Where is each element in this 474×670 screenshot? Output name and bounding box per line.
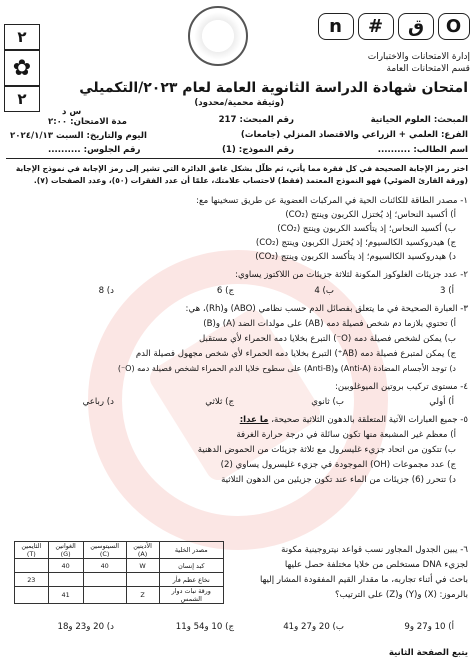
q1-option-a[interactable]: أ) أكسيد النحاس؛ إذ يُختزل الكربون وينتج (CO₂): [285, 210, 456, 220]
q1-option-b[interactable]: ب) أكسيد النحاس؛ إذ يتأكسد الكربون وينتج (CO₂): [277, 224, 456, 234]
q2-option-b[interactable]: ب) 4: [314, 286, 334, 296]
table-cell: 40: [48, 559, 83, 573]
q6-option-c[interactable]: ج) 10 و54 و11: [175, 622, 234, 632]
q2-option-c[interactable]: ج) 6: [216, 286, 234, 296]
q5-option-d[interactable]: د) تتحرر (6) جزيئات من الماء عند تكون جزيئين من الدهون الثلاثية: [221, 475, 456, 485]
q4-option-c[interactable]: ج) ثلاثي: [205, 397, 234, 407]
q5-option-b[interactable]: ب) تتكون من اتحاد جزيء غليسرول مع ثلاثة جزيئات من الحموض الدهنية: [197, 445, 456, 455]
table-cell: نخاع عظم فأر: [159, 573, 223, 587]
exam-title: امتحان شهادة الدراسة الثانوية العامة لعام ٢٠٢٣/التكميلي: [79, 80, 468, 96]
instructions-line2: (ورقة القارئ الضوئي) فهو النموذج المعتمد (فقط) لاحتساب علامتك، علمًا أن عدد الفقرات (٥٠)، وعدد الصفحات (٧).: [33, 176, 468, 185]
q4-option-a[interactable]: أ) أولي: [429, 397, 454, 407]
seal-icon: ✿: [4, 50, 40, 86]
q4-option-d[interactable]: د) رباعي: [82, 397, 114, 407]
q3-stem: ٣- العبارة الصحيحة في ما يتعلق بفصائل الدم حسب نظامي (ABO) و(Rh)، هي:: [185, 304, 468, 314]
table-cell: [126, 573, 159, 587]
watermark-logo: [145, 305, 324, 484]
table-cell: 23: [15, 573, 49, 587]
table-header-row: [15, 542, 224, 559]
header-divider: [6, 158, 468, 159]
instructions-line1: اختر رمز الإجابة الصحيحة في كل فقرة مما يأتي، ثم ظلّل بشكل غامق الدائرة التي تشير إلى رمز الإجابة في نموذج الإجابة: [15, 164, 468, 173]
code-box-4: O: [438, 13, 470, 40]
table-cell: [15, 587, 49, 604]
table-header: السيتوسين (C): [83, 542, 126, 559]
q5-stem-except: ما عدا:: [239, 415, 269, 425]
q4-stem: ٤- مستوى تركيب بروتين الميوغلوبين:: [335, 382, 468, 392]
q5-option-c[interactable]: ج) عدد مجموعات (OH) الموجودة في جزيء غليسرول يساوي (2): [220, 460, 456, 470]
table-cell: [83, 573, 126, 587]
q5-stem-text: ٥- جميع العبارات الآتية المتعلقة بالدهون الثلاثية صحيحة،: [271, 415, 468, 425]
q5-stem: [240, 415, 468, 425]
page-num-top: ٢: [4, 24, 40, 50]
q6-line3: باحث في أثناء تجاربه، ما مقدار القيم المفقودة المشار إليها: [259, 575, 468, 585]
emblem-icon: [188, 6, 248, 66]
branch: الفرع: العلمي + الزراعي والاقتصاد المنزلي (جامعات): [240, 130, 468, 140]
q2-option-a[interactable]: أ) 3: [440, 286, 454, 296]
code-box-1: n: [318, 13, 354, 40]
table-cell: 41: [48, 587, 83, 604]
table-cell: [48, 573, 83, 587]
code-box-3: ق: [398, 13, 434, 40]
student-name: اسم الطالب: ..........: [377, 145, 468, 155]
table-row: [15, 559, 224, 573]
dna-base-table: [14, 541, 224, 604]
q3-option-c[interactable]: ج) يمكن لمتبرع فصيلة دمه (AB⁺) التبرع بخلايا دمه الحمراء لأي شخص مجهول فصيلة الدم: [135, 349, 456, 359]
table-row: [15, 573, 224, 587]
q6-option-a[interactable]: أ) 10 و27 و9: [404, 622, 454, 632]
seat-no: رقم الجلوس: ..........: [48, 145, 141, 155]
model-no: رقم النموذج: (1): [221, 145, 294, 155]
q5-option-a[interactable]: أ) معظم غير المشبعة منها تكون سائلة في درجة حرارة الغرفة: [236, 430, 456, 440]
footer-next-page: يتبع الصفحة الثانية: [388, 648, 468, 658]
q1-option-c[interactable]: ج) هيدروكسيد الكالسيوم؛ إذ يُختزل الكربون وينتج (CO₂): [255, 238, 456, 248]
q6-line1: ٦- يبين الجدول المجاور نسب قواعد نيتروجينية مكونة: [281, 545, 468, 555]
table-cell: Z: [126, 587, 159, 604]
duration-units: س د: [62, 107, 82, 117]
subject-no: رقم المبحث: 217: [218, 115, 294, 125]
q6-line2: لجزيء DNA مستخلص من خلايا مختلفة حصل عليها: [284, 560, 468, 570]
q1-stem: ١- مصدر الطاقة للكائنات الحية في المركبات العضوية عن طريق تسخينها مع:: [196, 196, 468, 206]
table-cell: W: [126, 559, 159, 573]
q1-option-d[interactable]: د) هيدروكسيد الكالسيوم؛ إذ يتأكسد الكربون وينتج (CO₂): [255, 252, 456, 262]
q6-option-d[interactable]: د) 20 و23 و18: [57, 622, 114, 632]
q3-option-a[interactable]: أ) تحتوي بلازما دم شخص فصيلة دمه (AB) على مولدات الضد (A) و(B): [203, 319, 456, 329]
exam-subtitle: (وثيقة محمية/محدود): [194, 98, 284, 108]
ministry-line2: قسم الامتحانات العامة: [386, 64, 470, 74]
q3-option-b[interactable]: ب) يمكن لشخص فصيلة دمه (O⁻) التبرع بخلايا دمه الحمراء لأي مستقبل: [199, 334, 456, 344]
table-cell: كبد إنسان: [159, 559, 223, 573]
q6-line4: بالرموز: (X) و(Y) و(Z) على الترتيب؟: [334, 590, 468, 600]
q6-option-b[interactable]: ب) 20 و27 و41: [283, 622, 344, 632]
q2-option-d[interactable]: د) 8: [98, 286, 114, 296]
table-row: [15, 587, 224, 604]
table-cell: 40: [83, 559, 126, 573]
page-num-bottom: ٢: [4, 86, 40, 112]
table-header: الغوانين (G): [48, 542, 83, 559]
table-cell: ورقة نبات دوار الشمس: [159, 587, 223, 604]
ministry-line1: إدارة الامتحانات والاختبارات: [367, 52, 470, 62]
duration: مدة الامتحان: ٢:٠٠: [48, 117, 127, 127]
exam-date: اليوم والتاريخ: السبت ٢٠٢٤/١/١٣: [10, 131, 147, 141]
q2-stem: ٢- عدد جزيئات الغلوكوز المكونة لثلاثة جزيئات من اللاكتوز يساوي:: [235, 270, 468, 280]
q4-option-b[interactable]: ب) ثانوي: [311, 397, 344, 407]
table-cell: [15, 559, 49, 573]
table-header: مصدر الخلية: [159, 542, 223, 559]
table-header: الثايمين (T): [15, 542, 49, 559]
code-box-2: #: [358, 13, 394, 40]
table-cell: [83, 587, 126, 604]
q3-option-d[interactable]: د) توجد الأجسام المضادة (Anti-A) و(Anti-B) على سطوح خلايا الدم الحمراء لشخص فصيلة دمه (O⁻): [117, 364, 456, 373]
subject-label: المبحث: العلوم الحياتية: [370, 115, 468, 125]
table-header: الأدينين (A): [126, 542, 159, 559]
